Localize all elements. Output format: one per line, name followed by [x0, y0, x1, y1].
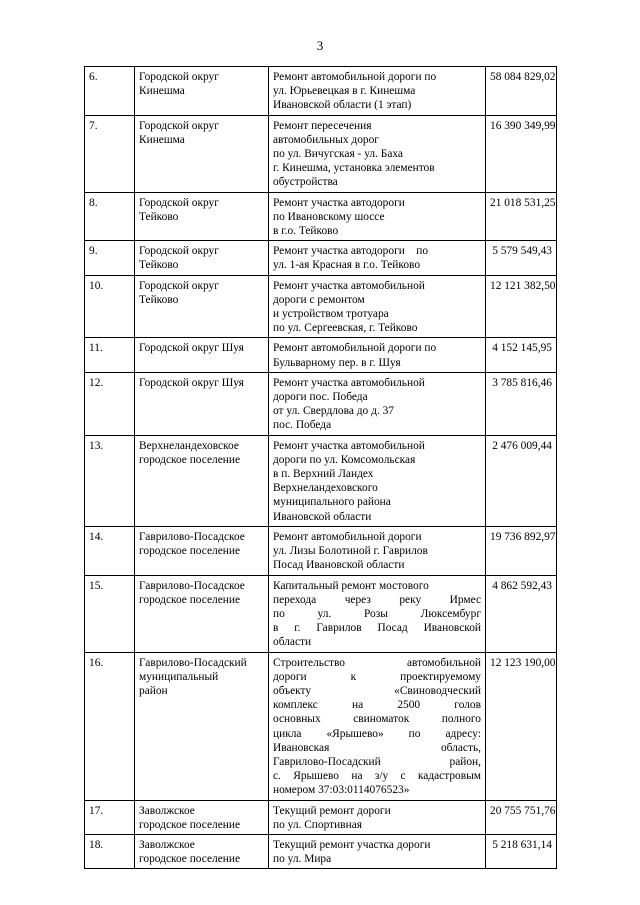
description-line: Бульварному пер. в г. Шуя	[273, 356, 401, 369]
amount-cell: 16 390 349,99	[486, 115, 557, 192]
amount-cell: 58 084 829,02	[486, 67, 557, 116]
municipality-line: Тейково	[139, 259, 179, 272]
description-line: в г. Гаврилов Посад Ивановской	[273, 622, 481, 635]
description-line: и устройством тротуара	[273, 308, 389, 321]
municipality-line: городское поселение	[139, 593, 241, 606]
description-line: дороги по ул. Комсомольская	[273, 453, 416, 466]
municipality-cell	[135, 192, 269, 241]
municipality-line: городское поселение	[139, 545, 241, 558]
description-line: Ремонт автомобильной дороги	[273, 530, 422, 543]
description-line: Ремонт участка автомобильной	[273, 376, 425, 389]
municipality-line: Кинешма	[139, 133, 185, 146]
municipality-cell	[135, 575, 269, 652]
municipality-line: Тейково	[139, 210, 179, 223]
description-line: объекту «Свиноводческий	[273, 684, 481, 697]
amount-cell: 19 736 892,97	[486, 526, 557, 575]
description-cell	[269, 338, 486, 372]
description-line: с. Ярышево на з/у с кадастровым	[273, 770, 481, 783]
table-row	[85, 338, 557, 372]
description-line: ул. 1-ая Красная в г.о. Тейково	[273, 259, 421, 272]
description-cell	[269, 192, 486, 241]
row-number: 18.	[85, 834, 135, 868]
row-number: 17.	[85, 800, 135, 834]
description-line: обустройства	[273, 176, 338, 189]
table-row	[85, 435, 557, 526]
municipality-cell	[135, 338, 269, 372]
table-row	[85, 67, 557, 116]
table-row	[85, 800, 557, 834]
municipality-line: Городской округ	[139, 196, 219, 209]
description-line: ул. Лизы Болотиной г. Гаврилов	[273, 545, 428, 558]
description-line: дороги с ремонтом	[273, 293, 365, 306]
municipality-line: Тейково	[139, 293, 179, 306]
description-line: дороги пос. Победа	[273, 391, 368, 404]
municipality-cell	[135, 800, 269, 834]
description-line: Текущий ремонт участка дороги	[273, 838, 431, 851]
description-line: от ул. Свердлова до д. 37	[273, 405, 394, 418]
amount-cell: 12 123 190,00	[486, 652, 557, 800]
amount-cell: 21 018 531,25	[486, 192, 557, 241]
description-line: Ремонт участка автомобильной	[273, 279, 425, 292]
description-line: Ивановской области (1 этап)	[273, 99, 412, 112]
municipality-line: Городской округ Шуя	[139, 342, 244, 355]
description-line: Текущий ремонт дороги	[273, 804, 391, 817]
description-line: Верхнеландеховского	[273, 482, 378, 495]
row-number: 13.	[85, 435, 135, 526]
table-row	[85, 372, 557, 435]
municipality-cell	[135, 67, 269, 116]
municipality-cell	[135, 652, 269, 800]
description-line: Строительство автомобильной	[273, 656, 481, 669]
amount-cell: 20 755 751,76	[486, 800, 557, 834]
description-line: пос. Победа	[273, 419, 332, 432]
description-line: Капитальный ремонт мостового	[273, 579, 429, 592]
description-line: основных свиноматок полного	[273, 713, 481, 726]
description-line: Ремонт пересечения	[273, 119, 372, 132]
municipality-cell	[135, 834, 269, 868]
description-line: Ремонт автомобильной дороги по	[273, 342, 437, 355]
description-cell	[269, 575, 486, 652]
description-line: муниципального района	[273, 496, 391, 509]
description-line: Ремонт участка автомобильной	[273, 439, 425, 452]
municipality-cell	[135, 241, 269, 275]
road-repair-table	[84, 66, 557, 869]
municipality-cell	[135, 526, 269, 575]
description-cell	[269, 435, 486, 526]
row-number: 8.	[85, 192, 135, 241]
description-line: Посад Ивановской области	[273, 559, 405, 572]
municipality-line: Городской округ	[139, 71, 219, 83]
municipality-line: городское поселение	[139, 818, 241, 831]
table-row	[85, 652, 557, 800]
municipality-line: городское поселение	[139, 853, 241, 866]
description-cell	[269, 372, 486, 435]
amount-cell: 2 476 009,44	[486, 435, 557, 526]
amount-cell: 4 862 592,43	[486, 575, 557, 652]
description-line: в г.о. Тейково	[273, 225, 339, 238]
municipality-line: Гаврилово-Посадское	[139, 579, 245, 592]
description-line: Ивановской области	[273, 510, 372, 523]
municipality-line: Верхнеландеховское	[139, 439, 239, 452]
municipality-line: Гаврилово-Посадское	[139, 530, 245, 543]
description-cell	[269, 526, 486, 575]
description-line: цикла «Ярышево» по адресу:	[273, 727, 481, 740]
municipality-cell	[135, 275, 269, 338]
row-number: 14.	[85, 526, 135, 575]
description-line: по ул. Спортивная	[273, 818, 362, 831]
table-row	[85, 192, 557, 241]
description-cell	[269, 241, 486, 275]
description-line: комплекс на 2500 голов	[273, 699, 481, 712]
description-line: Ремонт участка автодороги по	[273, 245, 429, 258]
description-line: номером 37:03:0114076523»	[273, 784, 410, 797]
description-cell	[269, 652, 486, 800]
table-row	[85, 526, 557, 575]
municipality-line: муниципальный	[139, 670, 219, 683]
description-cell	[269, 834, 486, 868]
municipality-line: Городской округ	[139, 119, 219, 132]
amount-cell: 12 121 382,50	[486, 275, 557, 338]
row-number: 16.	[85, 652, 135, 800]
municipality-line: Гаврилово-Посадский	[139, 656, 247, 669]
municipality-line: Городской округ Шуя	[139, 376, 244, 389]
page-number: 3	[316, 38, 324, 53]
row-number: 6.	[85, 67, 135, 116]
row-number: 10.	[85, 275, 135, 338]
description-line: по ул. Мира	[273, 853, 332, 866]
row-number: 15.	[85, 575, 135, 652]
description-line: Ивановская область,	[273, 741, 481, 754]
row-number: 9.	[85, 241, 135, 275]
description-cell	[269, 67, 486, 116]
description-line: по ул. Сергеевская, г. Тейково	[273, 322, 418, 335]
municipality-cell	[135, 372, 269, 435]
table-row	[85, 115, 557, 192]
description-line: г. Кинешма, установка элементов	[273, 162, 435, 175]
row-number: 11.	[85, 338, 135, 372]
table-row	[85, 575, 557, 652]
table-row	[85, 834, 557, 868]
municipality-line: Заволжское	[139, 838, 195, 851]
municipality-line: Заволжское	[139, 804, 195, 817]
row-number: 12.	[85, 372, 135, 435]
description-cell	[269, 275, 486, 338]
municipality-cell	[135, 115, 269, 192]
amount-cell: 4 152 145,95	[486, 338, 557, 372]
description-line: по ул. Вичугская - ул. Баха	[273, 148, 403, 161]
description-line: Ремонт участка автодороги	[273, 196, 405, 209]
amount-cell: 5 579 549,43	[486, 241, 557, 275]
description-line: Ремонт автомобильной дороги по	[273, 71, 437, 83]
municipality-line: район	[139, 684, 168, 697]
description-line: автомобильных дорог	[273, 133, 379, 146]
description-line: Гаврилово-Посадский район,	[273, 755, 481, 768]
municipality-cell	[135, 435, 269, 526]
description-line: ул. Юрьевецкая в г. Кинешма	[273, 85, 416, 98]
description-line: дороги к проектируемому	[273, 670, 481, 683]
table-row	[85, 241, 557, 275]
municipality-line: Городской округ	[139, 245, 219, 258]
description-line: перехода через реку Ирмес	[273, 593, 481, 606]
table-row	[85, 275, 557, 338]
row-number: 7.	[85, 115, 135, 192]
municipality-line: Городской округ	[139, 279, 219, 292]
municipality-line: Кинешма	[139, 85, 185, 98]
description-cell	[269, 800, 486, 834]
description-line: по ул. Розы Люксембург	[273, 607, 481, 620]
description-cell	[269, 115, 486, 192]
description-line: по Ивановскому шоссе	[273, 210, 385, 223]
description-line: в п. Верхний Ландех	[273, 468, 374, 481]
description-line: области	[273, 636, 312, 649]
amount-cell: 5 218 631,14	[486, 834, 557, 868]
municipality-line: городское поселение	[139, 453, 241, 466]
amount-cell: 3 785 816,46	[486, 372, 557, 435]
